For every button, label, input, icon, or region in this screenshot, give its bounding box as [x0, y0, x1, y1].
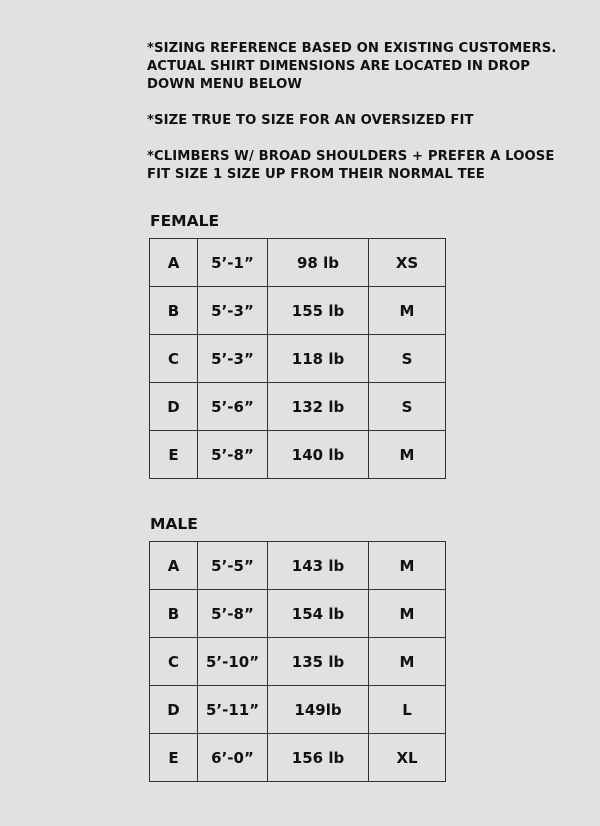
- height: 5’-5”: [198, 542, 268, 590]
- weight: 155 lb: [268, 287, 369, 335]
- weight: 132 lb: [268, 383, 369, 431]
- height: 5’-6”: [198, 383, 268, 431]
- table-row: [150, 686, 446, 734]
- customer-id: B: [150, 287, 198, 335]
- size: M: [369, 590, 446, 638]
- height: 5’-1”: [198, 239, 268, 287]
- customer-id: D: [150, 383, 198, 431]
- table-row: [150, 431, 446, 479]
- female-size-table: [149, 238, 446, 479]
- male-section: [149, 514, 446, 782]
- note-broad-shoulders: *CLIMBERS W/ BROAD SHOULDERS + PREFER A LOOSE FIT SIZE 1 SIZE UP FROM THEIR NORMAL TEE: [147, 149, 555, 182]
- table-row: [150, 383, 446, 431]
- weight: 118 lb: [268, 335, 369, 383]
- customer-id: A: [150, 239, 198, 287]
- height: 5’-3”: [198, 335, 268, 383]
- size: S: [369, 383, 446, 431]
- weight: 143 lb: [268, 542, 369, 590]
- height: 5’-3”: [198, 287, 268, 335]
- customer-id: C: [150, 638, 198, 686]
- size: M: [369, 287, 446, 335]
- weight: 98 lb: [268, 239, 369, 287]
- sizing-notes: [147, 40, 587, 184]
- table-row: [150, 638, 446, 686]
- height: 5’-8”: [198, 431, 268, 479]
- customer-id: B: [150, 590, 198, 638]
- customer-id: D: [150, 686, 198, 734]
- size: M: [369, 542, 446, 590]
- table-row: [150, 335, 446, 383]
- height: 5’-11”: [198, 686, 268, 734]
- customer-id: C: [150, 335, 198, 383]
- size: XL: [369, 734, 446, 782]
- weight: 140 lb: [268, 431, 369, 479]
- table-row: [150, 734, 446, 782]
- weight: 154 lb: [268, 590, 369, 638]
- male-size-table: [149, 541, 446, 782]
- female-section: [149, 211, 446, 479]
- weight: 156 lb: [268, 734, 369, 782]
- table-row: [150, 542, 446, 590]
- size: L: [369, 686, 446, 734]
- size: M: [369, 638, 446, 686]
- table-row: [150, 590, 446, 638]
- size: M: [369, 431, 446, 479]
- male-title: MALE: [150, 515, 198, 533]
- height: 5’-10”: [198, 638, 268, 686]
- customer-id: E: [150, 431, 198, 479]
- table-row: [150, 287, 446, 335]
- weight: 149lb: [268, 686, 369, 734]
- female-title: FEMALE: [150, 212, 220, 230]
- table-row: [150, 239, 446, 287]
- height: 6’-0”: [198, 734, 268, 782]
- size: S: [369, 335, 446, 383]
- weight: 135 lb: [268, 638, 369, 686]
- customer-id: E: [150, 734, 198, 782]
- note-true-to-size: *SIZE TRUE TO SIZE FOR AN OVERSIZED FIT: [147, 113, 474, 128]
- customer-id: A: [150, 542, 198, 590]
- size: XS: [369, 239, 446, 287]
- height: 5’-8”: [198, 590, 268, 638]
- note-sizing-reference: *SIZING REFERENCE BASED ON EXISTING CUSTOMERS. ACTUAL SHIRT DIMENSIONS ARE LOCATED IN DROP DOWN MENU BELOW: [147, 41, 557, 92]
